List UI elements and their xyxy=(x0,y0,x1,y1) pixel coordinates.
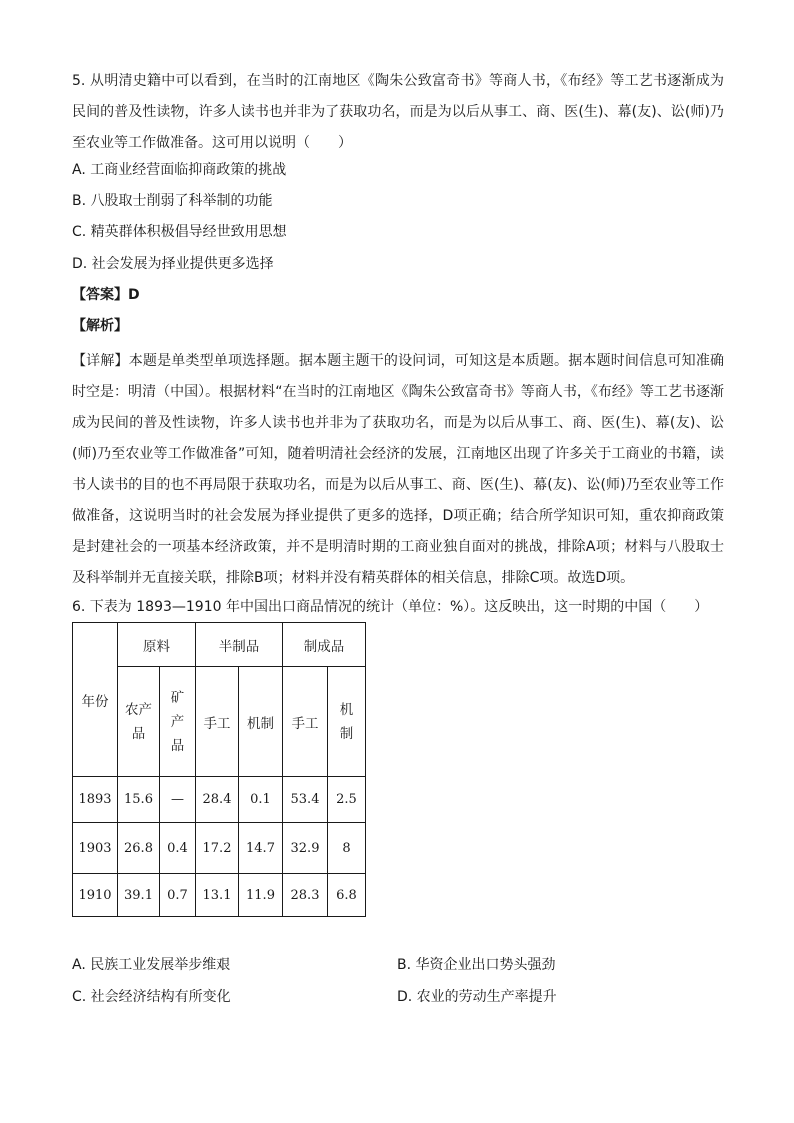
group-header-semi: 半制品 xyxy=(196,623,283,667)
subheader-cell xyxy=(196,667,239,777)
subheader-semi-hand: 手工 xyxy=(203,715,231,732)
table-row xyxy=(73,874,366,917)
q5-analysis-heading: 【解析】 xyxy=(72,318,128,334)
table-cell: 8 xyxy=(328,823,366,874)
q5-stem: 5. 从明清史籍中可以看到，在当时的江南地区《陶朱公致富奇书》等商人书，《布经》等工艺书逐渐成为民间的普及性读物，许多人读书也并非为了获取功名，而是为以后从事工、商、医(生)、幕(友)、讼(师)乃至农业等工作做准备。这可用以说明（ ） xyxy=(72,73,724,151)
q5-explanation: 【详解】本题是单类型单项选择题。据本题主题干的设问词，可知这是本质题。据本题时间信息可知准确时空是：明清（中国）。根据材料“在当时的江南地区《陶朱公致富奇书》等商人书，《布经》等工艺书逐渐成为民间的普及性读物，许多人读书也并非为了获取功名，而是为以后从事工、商、医(生)、幕(友)、讼(师)乃至农业等工作做准备”可知，随着明清社会经济的发展，江南地区出现了许多关于工商业的书籍，读书人读书的目的也不再局限于获取功名，而是为以后从事工、商、医(生)、幕(友)、讼(师)乃至农业等工作做准备，这说明当时的社会发展为择业提供了更多的选择，D项正确；结合所学知识可知，重农抑商政策是封建社会的一项基本经济政策，并不是明清时期的工商业独自面对的挑战，排除A项；材料与八股取士及科举制并无直接关联，排除B项；材料并没有精英群体的相关信息，排除C项。故选D项。 xyxy=(72,353,724,586)
subheader-agri: 农产品 xyxy=(125,701,152,742)
table-cell: 1910 xyxy=(73,874,118,917)
q5-option-b: B. 八股取士削弱了科举制的功能 xyxy=(72,193,273,209)
q5-option-c: C. 精英群体积极倡导经世致用思想 xyxy=(72,224,287,240)
group-header-raw: 原料 xyxy=(118,623,196,667)
year-header: 年份 xyxy=(73,623,118,777)
q6-option-b: B. 华资企业出口势头强劲 xyxy=(397,957,556,973)
table-cell: 39.1 xyxy=(118,874,160,917)
table-row xyxy=(73,823,366,874)
q5-option-a: A. 工商业经营面临抑商政策的挑战 xyxy=(72,162,287,178)
q6-stem: 6. 下表为 1893—1910 年中国出口商品情况的统计（单位：%）。这反映出，这一时期的中国（ ） xyxy=(72,599,709,615)
table-cell: 53.4 xyxy=(283,777,328,823)
table-cell: 0.7 xyxy=(160,874,196,917)
subheader-semi-machine: 机制 xyxy=(247,715,274,732)
table-cell: 1893 xyxy=(73,777,118,823)
group-header-finished: 制成品 xyxy=(283,623,366,667)
table-cell: 1903 xyxy=(73,823,118,874)
subheader-cell xyxy=(239,667,283,777)
q5-option-d: D. 社会发展为择业提供更多选择 xyxy=(72,256,274,272)
table-cell: 32.9 xyxy=(283,823,328,874)
export-statistics-table xyxy=(72,622,366,917)
table-row xyxy=(73,777,366,823)
table-cell: 0.4 xyxy=(160,823,196,874)
table-cell: — xyxy=(160,777,196,823)
q5-answer: 【答案】D xyxy=(72,287,140,303)
subheader-finished-machine: 机制 xyxy=(339,701,354,742)
table-cell: 2.5 xyxy=(328,777,366,823)
table-cell: 0.1 xyxy=(239,777,283,823)
table-cell: 28.4 xyxy=(196,777,239,823)
table-cell: 26.8 xyxy=(118,823,160,874)
subheader-finished-hand: 手工 xyxy=(291,715,319,732)
table-cell: 11.9 xyxy=(239,874,283,917)
table-cell: 15.6 xyxy=(118,777,160,823)
q6-option-c: C. 社会经济结构有所变化 xyxy=(72,989,231,1005)
table-cell: 28.3 xyxy=(283,874,328,917)
q6-option-d: D. 农业的劳动生产率提升 xyxy=(397,989,557,1005)
table-cell: 13.1 xyxy=(196,874,239,917)
table-cell: 17.2 xyxy=(196,823,239,874)
subheader-cell xyxy=(118,667,160,777)
subheader-cell xyxy=(283,667,328,777)
table-cell: 6.8 xyxy=(328,874,366,917)
q6-option-a: A. 民族工业发展举步维艰 xyxy=(72,957,231,973)
subheader-mineral: 矿产品 xyxy=(170,689,185,754)
table-cell: 14.7 xyxy=(239,823,283,874)
subheader-cell xyxy=(160,667,196,777)
subheader-cell xyxy=(328,667,366,777)
